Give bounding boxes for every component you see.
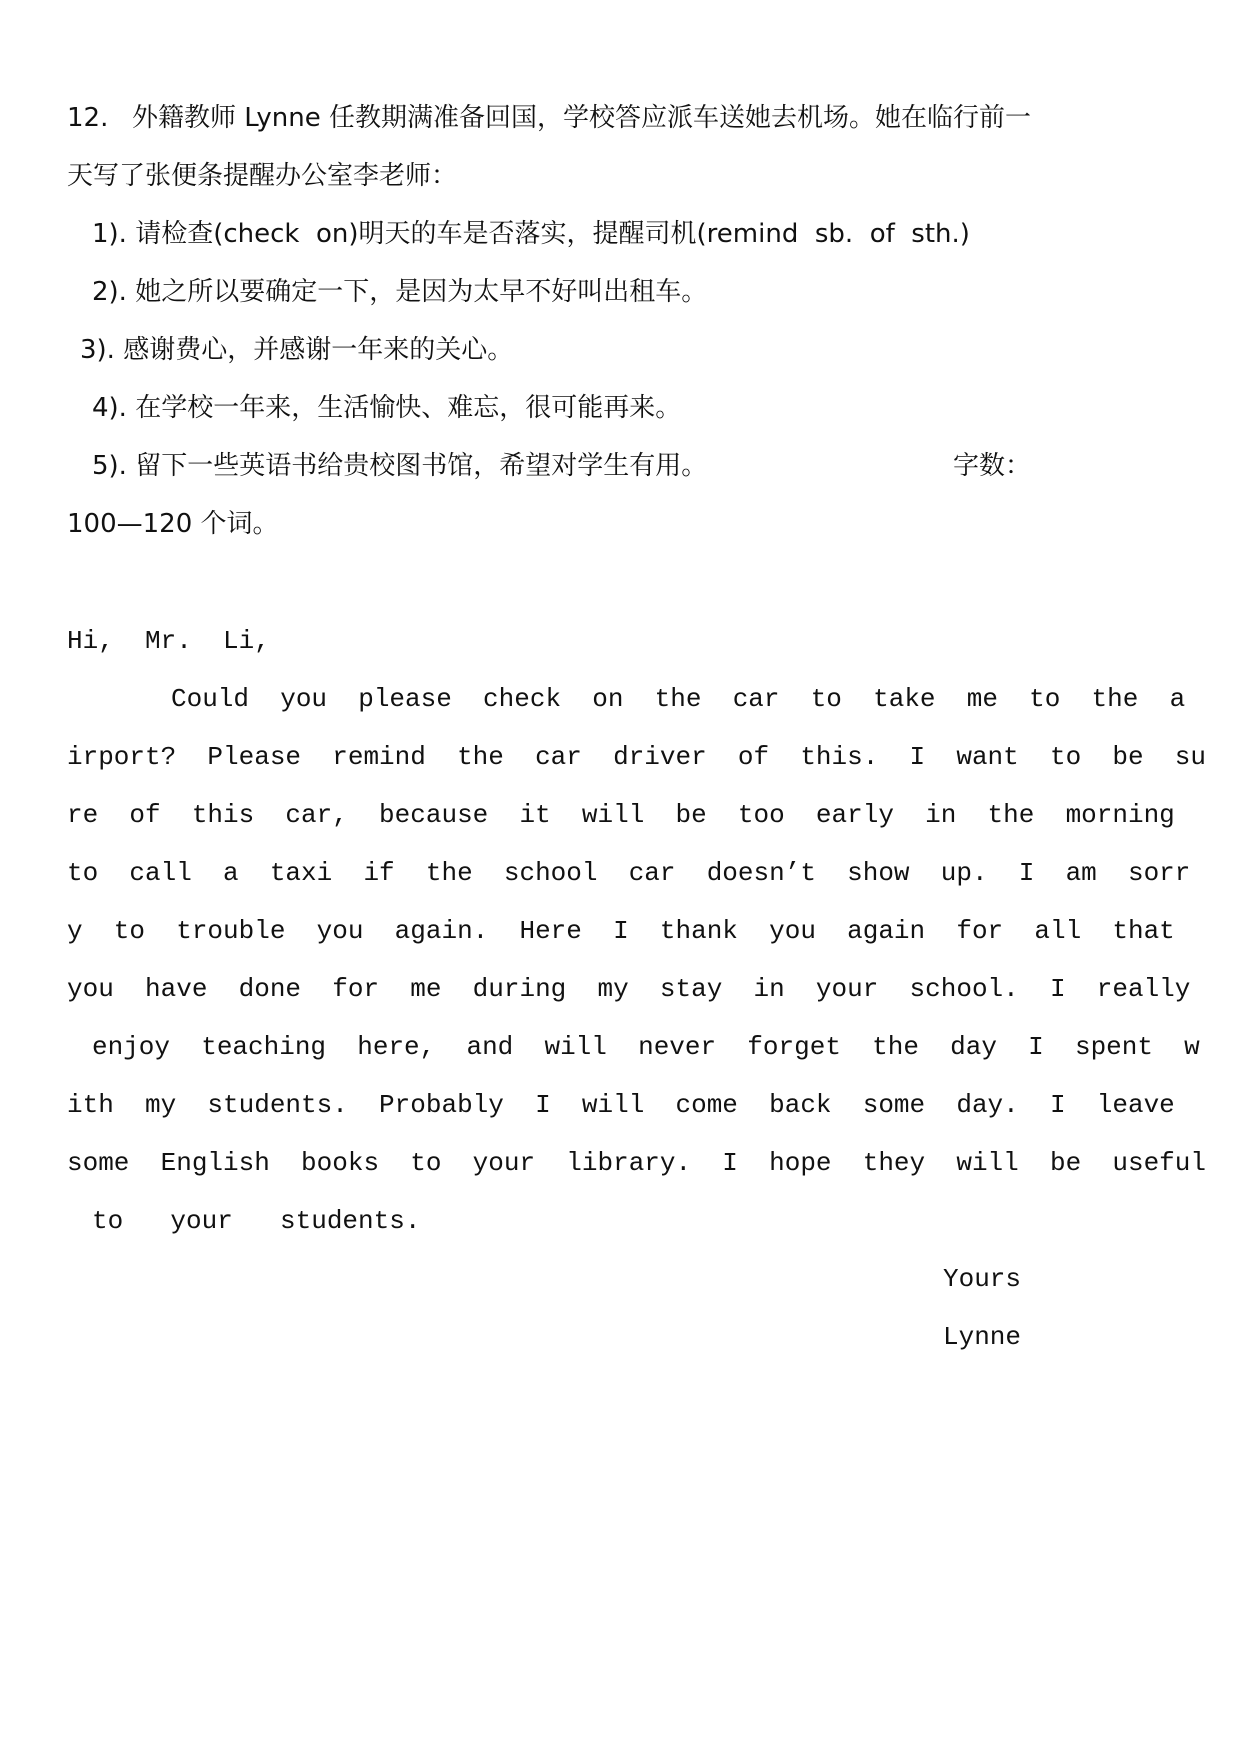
question-intro-line-1: 外籍教师 Lynne 任教期满准备回国，学校答应派车送她去机场。她在临行前一 bbox=[132, 103, 1031, 133]
letter-body-line-5: y to trouble you again. Here I thank you again for all that bbox=[67, 916, 1175, 946]
letter-body-line-3: re of this car, because it will be too early in the morning bbox=[67, 800, 1175, 830]
requirement-item-2: 2). 她之所以要确定一下，是因为太早不好叫出租车。 bbox=[92, 277, 708, 307]
question-number: 12. bbox=[67, 103, 109, 133]
requirement-item-5: 5). 留下一些英语书给贵校图书馆，希望对学生有用。 bbox=[92, 451, 708, 481]
question-intro-line-2: 天写了张便条提醒办公室李老师： bbox=[67, 161, 458, 191]
requirement-item-3: 3). 感谢费心，并感谢一年来的关心。 bbox=[80, 335, 514, 365]
word-count-value: 100—120 个词。 bbox=[67, 509, 279, 539]
letter-body-line-8: ith my students. Probably I will come back some day. I leave bbox=[67, 1090, 1175, 1120]
letter-body-line-4: to call a taxi if the school car doesn’t show up. I am sorr bbox=[67, 858, 1191, 888]
letter-signature: Lynne bbox=[942, 1322, 1021, 1352]
letter-body-line-6: you have done for me during my stay in your school. I really bbox=[67, 974, 1191, 1004]
word-count-label: 字数： bbox=[953, 451, 1032, 481]
letter-body-line-7: enjoy teaching here, and will never forget the day I spent w bbox=[92, 1032, 1200, 1062]
letter-body-line-9: some English books to your library. I hope they will be useful bbox=[67, 1148, 1206, 1178]
letter-body-line-2: irport? Please remind the car driver of this. I want to be su bbox=[67, 742, 1206, 772]
requirement-item-4: 4). 在学校一年来，生活愉快、难忘，很可能再来。 bbox=[92, 393, 682, 423]
letter-body-line-10: to your students. bbox=[92, 1206, 421, 1236]
letter-greeting: Hi, Mr. Li, bbox=[67, 626, 270, 656]
letter-closing: Yours bbox=[942, 1264, 1021, 1294]
requirement-item-1: 1). 请检查(check on)明天的车是否落实，提醒司机(remind sb. of sth.) bbox=[92, 219, 970, 249]
letter-body-line-1: Could you please check on the car to take me to the a bbox=[171, 684, 1186, 714]
